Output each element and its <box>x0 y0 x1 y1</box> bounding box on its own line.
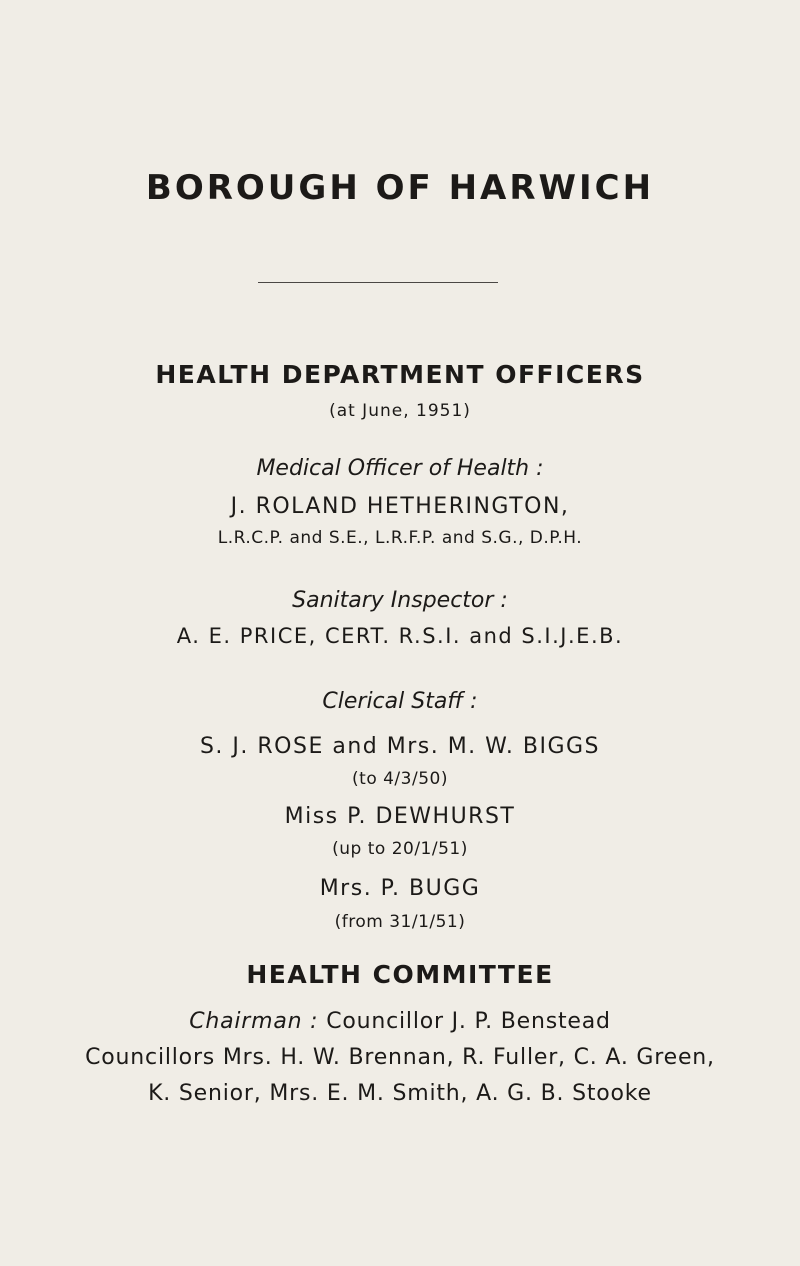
clerical-staff-entry: Mrs. P. BUGG <box>319 876 481 901</box>
sanitary-inspector-name: A. E. PRICE, CERT. R.S.I. and S.I.J.E.B. <box>176 624 624 648</box>
clerical-staff-entry: S. J. ROSE and Mrs. M. W. BIGGS <box>199 734 601 759</box>
medical-officer-label: Medical Officer of Health : <box>256 456 544 481</box>
medical-officer-qualifications: L.R.C.P. and S.E., L.R.F.P. and S.G., D.P.H. <box>217 528 583 548</box>
clerical-staff-note: (to 4/3/50) <box>352 769 448 789</box>
committee-heading: HEALTH COMMITTEE <box>246 960 554 989</box>
document-title: BOROUGH OF HARWICH <box>145 168 655 208</box>
chairman-name: Councillor J. P. Benstead <box>326 1009 611 1034</box>
clerical-staff-note: (from 31/1/51) <box>334 912 466 932</box>
chairman-label: Chairman : <box>189 1009 319 1034</box>
as-of-date: (at June, 1951) <box>329 401 471 421</box>
committee-members-line: Councillors Mrs. H. W. Brennan, R. Fuller, C. A. Green, <box>85 1045 715 1070</box>
committee-chairman <box>0 1009 800 1034</box>
section-heading: HEALTH DEPARTMENT OFFICERS <box>155 360 645 389</box>
clerical-staff-note: (up to 20/1/51) <box>332 839 468 859</box>
clerical-staff-label: Clerical Staff : <box>322 689 478 714</box>
sanitary-inspector-label: Sanitary Inspector : <box>292 588 508 613</box>
committee-members-line: K. Senior, Mrs. E. M. Smith, A. G. B. Stooke <box>148 1081 652 1106</box>
medical-officer-name: J. ROLAND HETHERINGTON, <box>230 494 570 519</box>
clerical-staff-entry: Miss P. DEWHURST <box>284 804 516 829</box>
title-divider <box>258 282 498 283</box>
